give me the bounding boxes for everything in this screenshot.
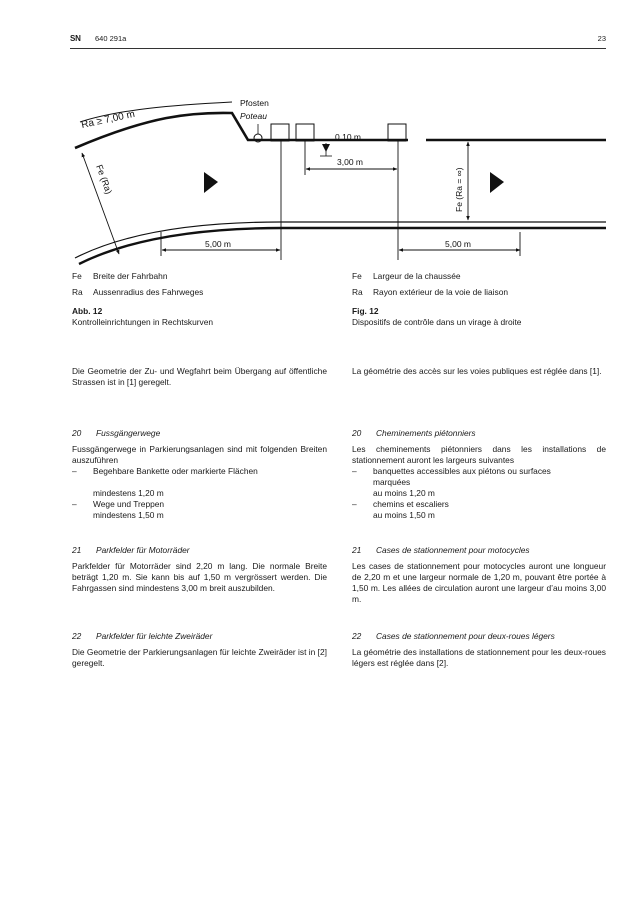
section-heading [352,545,606,556]
intro-fr [352,366,606,377]
section-title: Fussgängerwege [96,428,161,438]
direction-arrow-left [204,172,218,193]
legend-key: Fe [72,271,82,281]
list-item-text: banquettes accessibles aux piétons ou surfaces [373,466,551,476]
legend-key: Fe [352,271,362,281]
paragraph: Die Geometrie der Zu- und Wegfahrt beim Übergang auf öffentliche Strassen ist in [1] geregelt. [72,366,327,387]
section-title: Cheminements piétonniers [376,428,476,438]
list-dash: – [72,466,77,476]
legend-fr [352,271,606,298]
list-item-value: mindestens 1,20 m [93,488,164,498]
intro-de [72,366,327,388]
figure-12-diagram [0,90,638,270]
control-box-2 [296,124,314,141]
dim-010-arrow [322,144,330,152]
sn-logo: SN [70,34,81,43]
section-heading [352,428,606,439]
road-edge-bottom-inner [79,228,606,264]
section-heading [72,631,327,642]
label-fe-ra: Fe (Ra) [94,163,114,196]
legend-row [72,271,327,282]
list-item [72,466,327,477]
section-number: 22 [72,631,82,641]
page-header [70,34,606,48]
caption-de [72,306,327,328]
section-heading [352,631,606,642]
section-number: 20 [352,428,362,438]
control-box-3 [388,124,406,141]
legend-de [72,271,327,298]
list-item-text: Wege und Treppen [93,499,165,509]
section-22-de [72,631,327,669]
caption-title: Abb. 12 [72,306,103,316]
legend-text: Breite der Fahrbahn [93,271,168,281]
legend-text: Rayon extérieur de la voie de liaison [373,287,509,297]
list-item [72,499,327,510]
section-21-fr [352,545,606,605]
list-item [352,499,606,510]
label-dim-500-right: 5,00 m [445,239,471,249]
label-post-de: Pfosten [240,98,269,108]
section-21-de [72,545,327,594]
paragraph: Les cases de stationnement pour motocycles auront une longueur de 2,20 m et une largeur normale de 1,20 m, pouvant être portée à 1,50 m. Les allées de circulation auront une largeur d’au moins 3,00 m. [352,561,606,604]
section-22-fr [352,631,606,669]
legend-text: Aussenradius des Fahrweges [93,287,204,297]
caption-text: Kontrolleinrichtungen in Rechtskurven [72,317,214,327]
list-item-value: mindestens 1,50 m [93,510,164,520]
control-box-1 [271,124,289,141]
list-item-value: au moins 1,50 m [373,510,435,520]
paragraph: Les cheminements piétonniers dans les installations de stationnement auront les largeurs suivantes [352,444,606,465]
section-heading [72,428,327,439]
paragraph: Parkfelder für Motorräder sind 2,20 m lang. Die normale Breite beträgt 1,20 m. Sie kann bis auf 1,50 m vergrössert werden. Die Fahrgassen sind mindestens 3,00 m breit auszubilden. [72,561,327,593]
section-title: Parkfelder für Motorräder [96,545,190,555]
section-number: 22 [352,631,362,641]
section-20-de [72,428,327,521]
header-rule [70,48,606,49]
label-fe-inf: Fe (Ra = ∞) [454,167,464,212]
list-dash: – [352,499,357,509]
section-title: Cases de stationnement pour deux-roues légers [376,631,555,641]
section-20-fr [352,428,606,521]
legend-row [352,271,606,282]
list-dash: – [352,466,357,476]
label-dim-300: 3,00 m [337,157,363,167]
legend-row [352,287,606,298]
paragraph: Die Geometrie der Parkierungsanlagen für leichte Zweiräder ist in [2] geregelt. [72,647,327,668]
legend-row [72,287,327,298]
direction-arrow-right [490,172,504,193]
label-dim-500-left: 5,00 m [205,239,231,249]
label-post-fr: Poteau [240,111,267,121]
paragraph: La géométrie des installations de stationnement pour les deux-roues légers est réglée dans [2]. [352,647,606,668]
list-item-text-cont: marquées [373,477,411,487]
list-item [352,466,606,477]
legend-text: Largeur de la chaussée [373,271,461,281]
section-heading [72,545,327,556]
section-title: Parkfelder für leichte Zweiräder [96,631,213,641]
list-item-value: au moins 1,20 m [373,488,435,498]
paragraph: Fussgängerwege in Parkierungsanlagen sind mit folgenden Breiten auszuführen [72,444,327,465]
standard-number: 640 291a [95,34,127,43]
section-number: 20 [72,428,82,438]
section-number: 21 [72,545,82,555]
paragraph: La géométrie des accès sur les voies publiques est réglée dans [1]. [352,366,602,376]
label-ra: Ra ≥ 7,00 m [80,108,136,131]
legend-key: Ra [72,287,83,297]
page-number: 23 [597,34,606,43]
section-title: Cases de stationnement pour motocycles [376,545,530,555]
label-dim-010: 0,10 m [335,132,361,142]
list-item-text: chemins et escaliers [373,499,449,509]
list-item-text: Begehbare Bankette oder markierte Flächen [93,466,258,476]
caption-fr [352,306,606,328]
legend-key: Ra [352,287,363,297]
section-number: 21 [352,545,362,555]
list-dash: – [72,499,77,509]
caption-text: Dispositifs de contrôle dans un virage à droite [352,317,522,327]
caption-title: Fig. 12 [352,306,379,316]
